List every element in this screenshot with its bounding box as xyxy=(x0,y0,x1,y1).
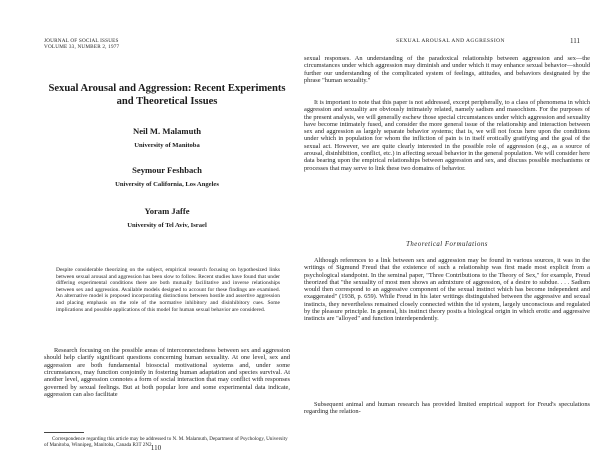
body-paragraph: sexual responses. An understanding of the paradoxical relationship between aggression and sex—the circumstances under which aggression may diminish and under which it may enhance sexual behavior—should further our understanding of the complicated system of feelings, attitudes, and behaviors designated by the phrase "human sexuality." xyxy=(304,55,590,84)
author-affiliation: University of Manitoba xyxy=(134,142,200,149)
body-paragraph: Subsequent animal and human research has provided limited empirical support for Freud's speculations regarding the relation- xyxy=(304,401,590,416)
intro-paragraph: Research focusing on the possible areas of interconnectedness between sex and aggression should help clarify significant questions concerning human sexuality. At one level, sex and aggression are both fundamental biosocial motivational systems and, under some circumstances, may function conjointly in fostering human adaptation and species survival. At another level, aggression connotes a form of social interaction that may conflict with responses governed by sexual feelings. But at both popular lore and some experimental data indicate, aggression can also facilitate xyxy=(44,347,290,399)
page-number: 110 xyxy=(150,444,162,452)
footnote-rule xyxy=(44,432,84,433)
abstract: Despite considerable theorizing on the subject, empirical research focusing on hypothesized links between sexual arousal and aggression has been slow to follow. Recent studies have found that under differing experimental conditions there are both mutually facilitative and inverse relationships between sex and aggression. Available models designed to account for these findings are examined. An alternative model is proposed incorporating distinctions between hostile and assertive aggression and placing emphasis on the role of the normative inhibitory and disinhibitory cues. Some implications and possible applications of this model for human sexual behavior are considered. xyxy=(56,267,280,313)
article-title: Sexual Arousal and Aggression: Recent Experiments and Theoretical Issues xyxy=(48,83,286,107)
body-paragraph: It is important to note that this paper is not addressed, except peripherally, to a class of phenomena in which aggression and sexuality are obviously intimately related, namely sadism and masochism. For the purposes of the present analysis, we will generally eschew those special circumstances under which aggression and sexuality have become intimately fused, and consider the more general issue of the relationship and interaction between sex and aggression as largely separate behavior systems; that is, we will not focus here upon the conditions under which in population for whom the infliction of pain is in itself erotically gratifying and the goal of the sexual act. However, we are quite clearly interested in the possible role of aggression (e.g., as a source of arousal, disinhibition, conflict, etc.) in affecting sexual behavior in the general population. We will consider here data bearing upon the empirical relationships between aggression and sex, and discuss possible mechanisms or processes that may serve to link these two domains of behavior. xyxy=(304,99,590,172)
journal-name: JOURNAL OF SOCIAL ISSUES xyxy=(44,38,119,44)
page-number: 111 xyxy=(570,37,580,45)
author-name: Neil M. Malamuth xyxy=(132,126,202,136)
author-name: Yoram Jaffe xyxy=(144,206,190,216)
left-page xyxy=(0,0,292,464)
author-affiliation: University of Tel Aviv, Israel xyxy=(127,222,207,229)
journal-info xyxy=(44,38,119,50)
author-affiliation: University of California, Los Angeles xyxy=(115,181,219,188)
body-paragraph: Although references to a link between sex and aggression may be found in various sources, it was in the writings of Sigmund Freud that the existence of such a relationship was first made most explicit from a psychological standpoint. In the seminal paper, "Three Contributions to the Theory of Sex," for example, Freud theorized that "the sexuality of most men shows an admixture of aggression, of a desire to subdue. . . . Sadism would then correspond to an aggressive component of the sexual instinct which has become independent and exaggerated" (1938, p. 659). While Freud in his later writings distinguished between the aggressive and sexual instincts, they nevertheless remained closely connected within the id system, largely unconscious and regulated by the pleasure principle. In general, his instinct theory posits a biological origin in which erotic and aggressive instincts are "alloyed" and function interdependently. xyxy=(304,257,590,323)
footnote: Correspondence regarding this article may be addressed to N. M. Malamuth, Department of Psychology, University of Manitoba, Winnipeg, Manitoba, Canada R3T 2N2. xyxy=(44,436,288,448)
author-name: Seymour Feshbach xyxy=(132,165,202,175)
running-head: SEXUAL AROUSAL AND AGGRESSION xyxy=(396,38,505,44)
journal-volume: VOLUME 33, NUMBER 2, 1977 xyxy=(44,44,120,50)
right-page xyxy=(304,0,594,464)
section-heading: Theoretical Formulations xyxy=(406,241,488,248)
